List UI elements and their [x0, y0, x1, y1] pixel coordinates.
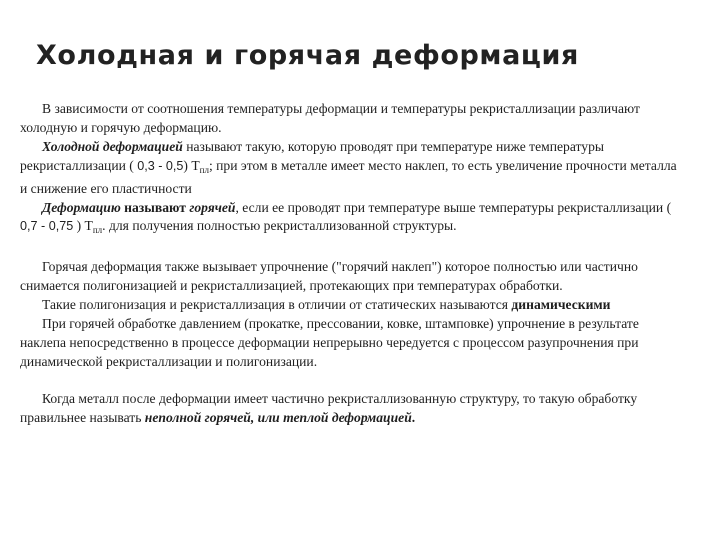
- intro-text: В зависимости от соотношения температуры деформации и температуры рекристаллизации различают холодную и горячую деформацию.: [20, 101, 640, 135]
- paragraph-intro: [20, 100, 682, 138]
- cold-subscript: пл: [199, 164, 209, 175]
- term-warm-deformation: неполной горячей, или теплой деформацией: [144, 409, 412, 425]
- cold-text-2: ) Т: [183, 157, 200, 173]
- hot-verb: называют: [120, 199, 190, 215]
- pressure-processing-text: При горячей обработке давлением (прокатке, прессовании, ковке, штамповке) упрочнение в результате наклепа непосредственно в процессе деформации непрерывно чередуется с процессом разупрочнения при динамической рекристаллизации и полигонизации.: [20, 316, 639, 369]
- term-cold-deformation: Холодной деформацией: [42, 138, 183, 154]
- paragraph-cold-deformation: [20, 138, 682, 199]
- hot-text-1: , если ее проводят при температуре выше температуры рекристаллизации (: [235, 199, 672, 215]
- hot-text-3: . для получения полностью рекристаллизованной структуры.: [102, 218, 457, 234]
- cold-text-3: ; при этом в металле имеет место наклеп, то есть увеличение прочности металла и снижение его пластичности: [20, 157, 677, 196]
- paragraph-hot-deformation: [20, 199, 682, 241]
- term-hot: горячей: [189, 199, 236, 215]
- paragraph-dynamic: [20, 296, 682, 315]
- hot-subscript: пл: [92, 225, 103, 236]
- hot-text-2: ) Т: [73, 218, 93, 234]
- hot-hardening-text: Горячая деформация также вызывает упрочнение ("горячий наклеп") которое полностью или частично снимается полигонизацией и рекристаллизацией, протекающих при температурах обработки.: [20, 259, 638, 294]
- page-title: Холодная и горячая деформация: [36, 40, 579, 71]
- document-body: [20, 100, 682, 428]
- cold-range: 0,3 - 0,5: [137, 158, 184, 173]
- term-deformation: Деформацию: [42, 199, 121, 215]
- paragraph-hot-hardening: [20, 258, 682, 296]
- dynamic-text: Такие полигонизация и рекристаллизация в отличии от статических называются: [42, 297, 512, 313]
- cold-text-1: называют такую, которую проводят при температуре ниже температуры рекристаллизации (: [20, 138, 605, 173]
- paragraph-warm-deformation: [20, 390, 682, 428]
- warm-text: Когда металл после деформации имеет частично рекристаллизованную структуру, то такую обработку правильнее называть: [20, 390, 638, 425]
- paragraph-pressure-processing: [20, 315, 682, 372]
- term-dynamic: динамическими: [511, 297, 611, 313]
- hot-range: 0,7 - 0,75: [20, 219, 74, 234]
- warm-end: .: [411, 409, 416, 425]
